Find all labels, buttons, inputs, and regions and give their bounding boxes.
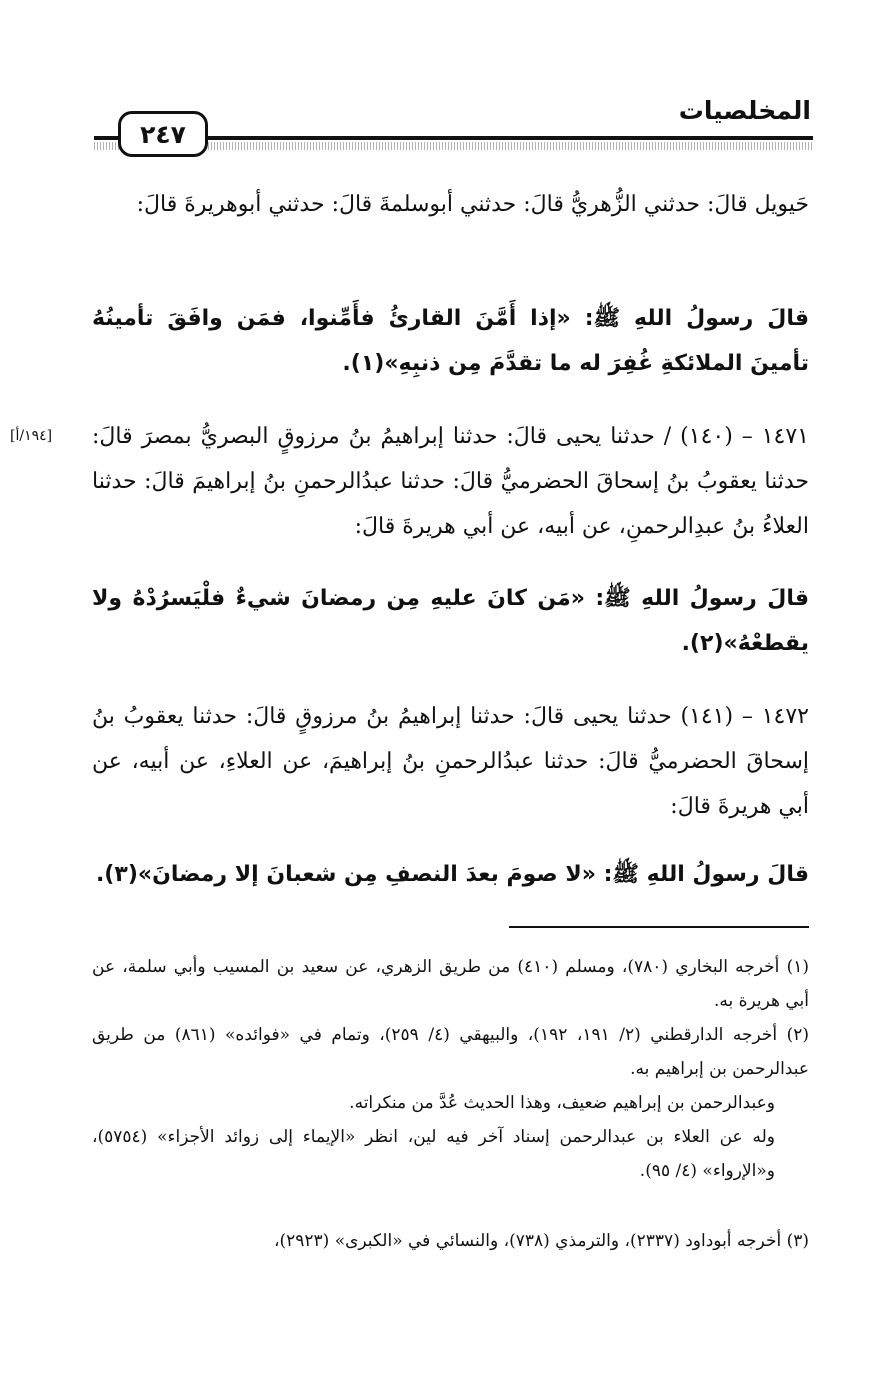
paragraph-hadith-1472-isnad: ١٤٧٢ – (١٤١) حدثنا يحيى قالَ: حدثنا إبراهيمُ بنُ مرزوقٍ قالَ: حدثنا يعقوبُ بنُ إسحاقَ الحضرميُّ قالَ: حدثنا عبدُالرحمنِ بنُ إبراهيمَ، عن العلاءِ، عن أبيه، عن أبي هريرةَ قالَ:	[92, 704, 809, 819]
footnote-2: (٢) أخرجه الدارقطني (٢/ ١٩١، ١٩٢)، والبيهقي (٤/ ٢٥٩)، وتمام في «فوائده» (٨٦١) من طريق عبدالرحمن بن إبراهيم به.	[92, 1025, 810, 1079]
footnote-separator	[509, 926, 809, 928]
footnote-2-note-b: وله عن العلاء بن عبدالرحمن إسناد آخر فيه لين، انظر «الإيماء إلى زوائد الأجزاء» (٥٧٥٤)، و«الإرواء» (٤/ ٩٥).	[92, 1127, 775, 1181]
footnote-1: (١) أخرجه البخاري (٧٨٠)، ومسلم (٤١٠) من طريق الزهري، عن سعيد بن المسيب وأبي سلمة، عن أبي هريرة به.	[92, 957, 809, 1011]
paragraph-isnad-continuation: حَيويل قالَ: حدثني الزُّهريُّ قالَ: حدثني أبوسلمةَ قالَ: حدثني أبوهريرةَ قالَ:	[136, 192, 809, 217]
paragraph-hadith-1471-isnad: ١٤٧١ – (١٤٠) / حدثنا يحيى قالَ: حدثنا إبراهيمُ بنُ مرزوقٍ البصريُّ بمصرَ قالَ: حدثنا يعقوبُ بنُ إسحاقَ الحضرميُّ قالَ: حدثنا عبدُالرحمنِ بنُ إبراهيمَ قالَ: حدثنا العلاءُ بنُ عبدِالرحمنِ، عن أبيه، عن أبي هريرةَ قالَ:	[92, 424, 809, 539]
paragraph-hadith-matn-3: قالَ رسولُ اللهِ ﷺ: «لا صومَ بعدَ النصفِ مِن شعبانَ إلا رمضانَ»(٣).	[95, 862, 809, 887]
paragraph-hadith-matn-1: قالَ رسولُ اللهِ ﷺ: «إذا أَمَّنَ القارئُ فأَمِّنوا، فمَن وافَقَ تأمينُهُ تأمينَ الملائكةِ غُفِرَ له ما تقدَّمَ مِن ذنبِهِ»(١).	[92, 306, 809, 376]
running-header-title: المخلصيات	[678, 96, 811, 125]
footnote-3: (٣) أخرجه أبوداود (٢٣٣٧)، والترمذي (٧٣٨)، والنسائي في «الكبرى» (٢٩٢٣)،	[274, 1231, 809, 1251]
page-number: ٢٤٧	[118, 111, 208, 157]
paragraph-hadith-matn-2: قالَ رسولُ اللهِ ﷺ: «مَن كانَ عليهِ مِن رمضانَ شيءٌ فلْيَسرُدْهُ ولا يقطعْهُ»(٢).	[92, 586, 809, 656]
manuscript-folio-note: [١٩٤/أ]	[10, 428, 53, 444]
footnote-2-note-a: وعبدالرحمن بن إبراهيم ضعيف، وهذا الحديث عُدَّ من منكراته.	[349, 1093, 775, 1113]
